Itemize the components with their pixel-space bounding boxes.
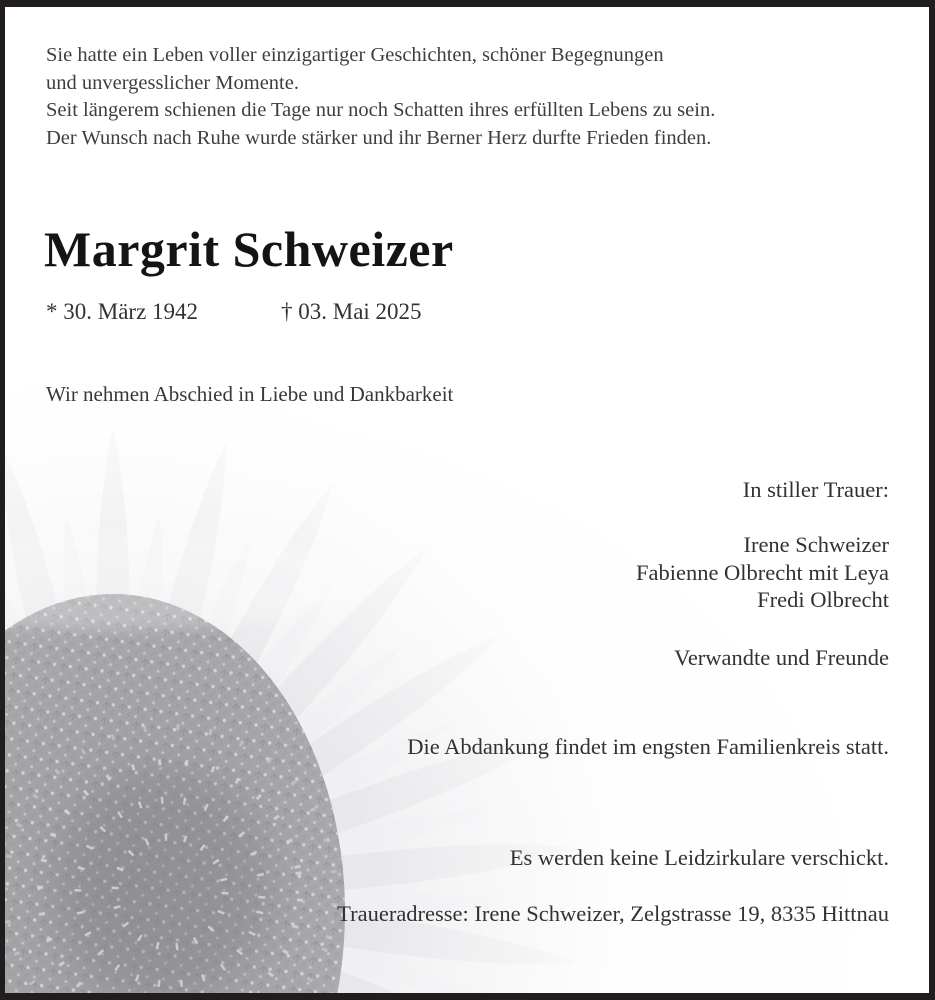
service-note: Die Abdankung findet im engsten Familienkreis statt.	[407, 734, 889, 759]
mourners-list	[636, 531, 889, 614]
condolence-note: Es werden keine Leidzirkulare verschickt.	[509, 845, 889, 870]
intro-line: Sie hatte ein Leben voller einzigartiger Geschichten, schöner Begegnungen	[46, 44, 664, 66]
mourner-name: Irene Schweizer	[743, 532, 889, 557]
intro-line: Seit längerem schienen die Tage nur noch Schatten ihres erfüllten Lebens zu sein.	[46, 99, 716, 121]
mourning-address: Traueradresse: Irene Schweizer, Zelgstrasse 19, 8335 Hittnau	[337, 901, 889, 926]
intro-line: und unvergesslicher Momente.	[46, 71, 299, 94]
deceased-name: Margrit Schweizer	[44, 221, 454, 277]
mourners-closing: Verwandte und Freunde	[674, 645, 889, 670]
intro-paragraph	[46, 42, 715, 152]
birth-date: * 30. März 1942	[46, 299, 199, 324]
intro-line: Der Wunsch nach Ruhe wurde stärker und ihr Berner Herz durfte Frieden finden.	[46, 126, 712, 149]
mourner-name: Fredi Olbrecht	[757, 587, 889, 612]
farewell-line: Wir nehmen Abschied in Liebe und Dankbarkeit	[46, 382, 454, 406]
mourning-heading: In stiller Trauer:	[742, 477, 889, 502]
mourner-name: Fabienne Olbrecht mit Leya	[635, 559, 889, 585]
death-date: † 03. Mai 2025	[281, 299, 422, 324]
